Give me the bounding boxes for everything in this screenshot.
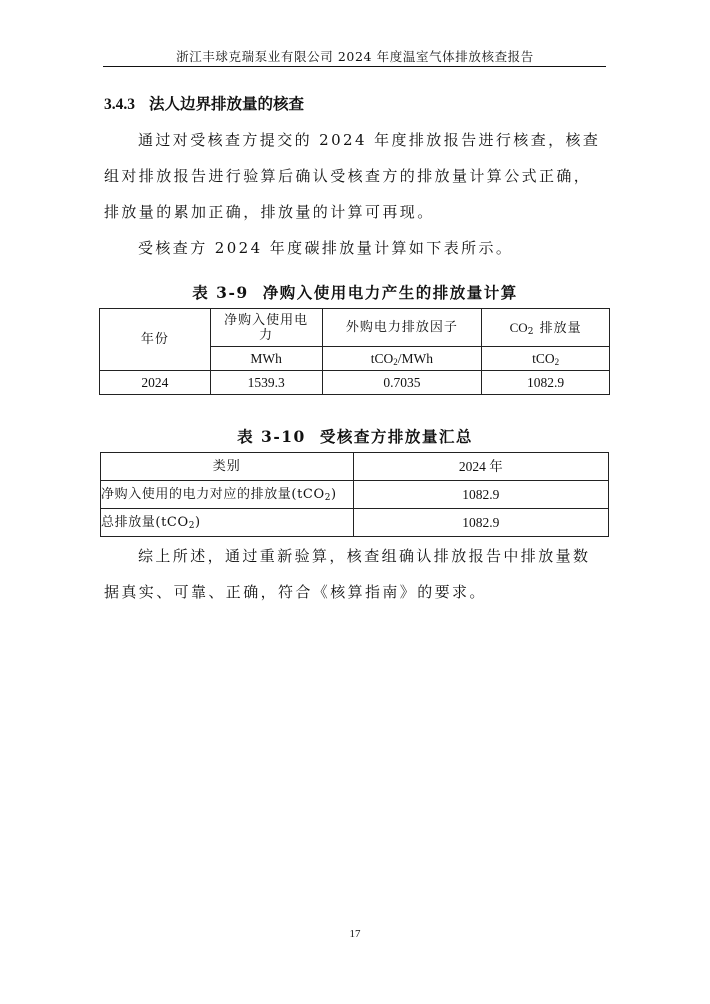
caption-label: 表 3-9 <box>192 283 249 302</box>
table-row <box>100 371 610 395</box>
section-title: 法人边界排放量的核查 <box>149 94 305 113</box>
table-3-9 <box>99 308 610 395</box>
unit-factor: tCO$_2$/MWh <box>322 347 482 371</box>
header-rule <box>103 66 606 67</box>
cell-year: 2024 <box>100 371 211 395</box>
cell-category: 净购入使用的电力对应的排放量(tCO$_2$) <box>101 481 354 509</box>
running-header: 浙江丰球克瑞泵业有限公司 2024 年度温室气体排放核查报告 <box>176 49 534 64</box>
cell-value: 1082.9 <box>353 481 609 509</box>
unit-power: MWh <box>210 347 322 371</box>
cell-power: 1539.3 <box>210 371 322 395</box>
header-category: 类别 <box>101 453 354 481</box>
caption-title: 受核查方排放量汇总 <box>319 427 473 446</box>
cell-factor: 0.7035 <box>322 371 482 395</box>
cell-value: 1082.9 <box>353 509 609 537</box>
caption-title: 净购入使用电力产生的排放量计算 <box>262 283 518 302</box>
header-factor: 外购电力排放因子 <box>322 309 482 347</box>
cell-emission: 1082.9 <box>482 371 610 395</box>
header-power: 净购入使用电力 <box>210 309 322 347</box>
section-heading <box>104 92 304 114</box>
cell-category: 总排放量(tCO$_2$) <box>101 509 354 537</box>
page-number: 17 <box>349 928 361 940</box>
table-row <box>101 481 609 509</box>
caption-label: 表 3-10 <box>237 427 306 446</box>
header-year: 2024 年 <box>353 453 609 481</box>
table-row <box>101 509 609 537</box>
paragraph-table-intro: 受核查方 2024 年度碳排放量计算如下表所示。 <box>138 239 514 257</box>
header-emission: $CO_2$ 排放量 <box>482 309 610 347</box>
table-caption-3-9 <box>0 281 710 303</box>
table-caption-3-10 <box>0 425 710 447</box>
unit-emission: tCO$_2$ <box>482 347 610 371</box>
paragraph-intro: 通过对受核查方提交的 2024 年度排放报告进行核查，核查组对排放报告进行验算后确认受核查方的排放量计算公式正确，排放量的累加正确，排放量的计算可再现。 <box>104 131 601 221</box>
section-number: 3.4.3 <box>104 96 135 113</box>
header-year: 年份 <box>100 309 211 371</box>
paragraph-conclusion: 综上所述，通过重新验算，核查组确认排放报告中排放量数据真实、可靠、正确，符合《核算指南》的要求。 <box>104 547 591 601</box>
table-3-10 <box>100 452 609 537</box>
